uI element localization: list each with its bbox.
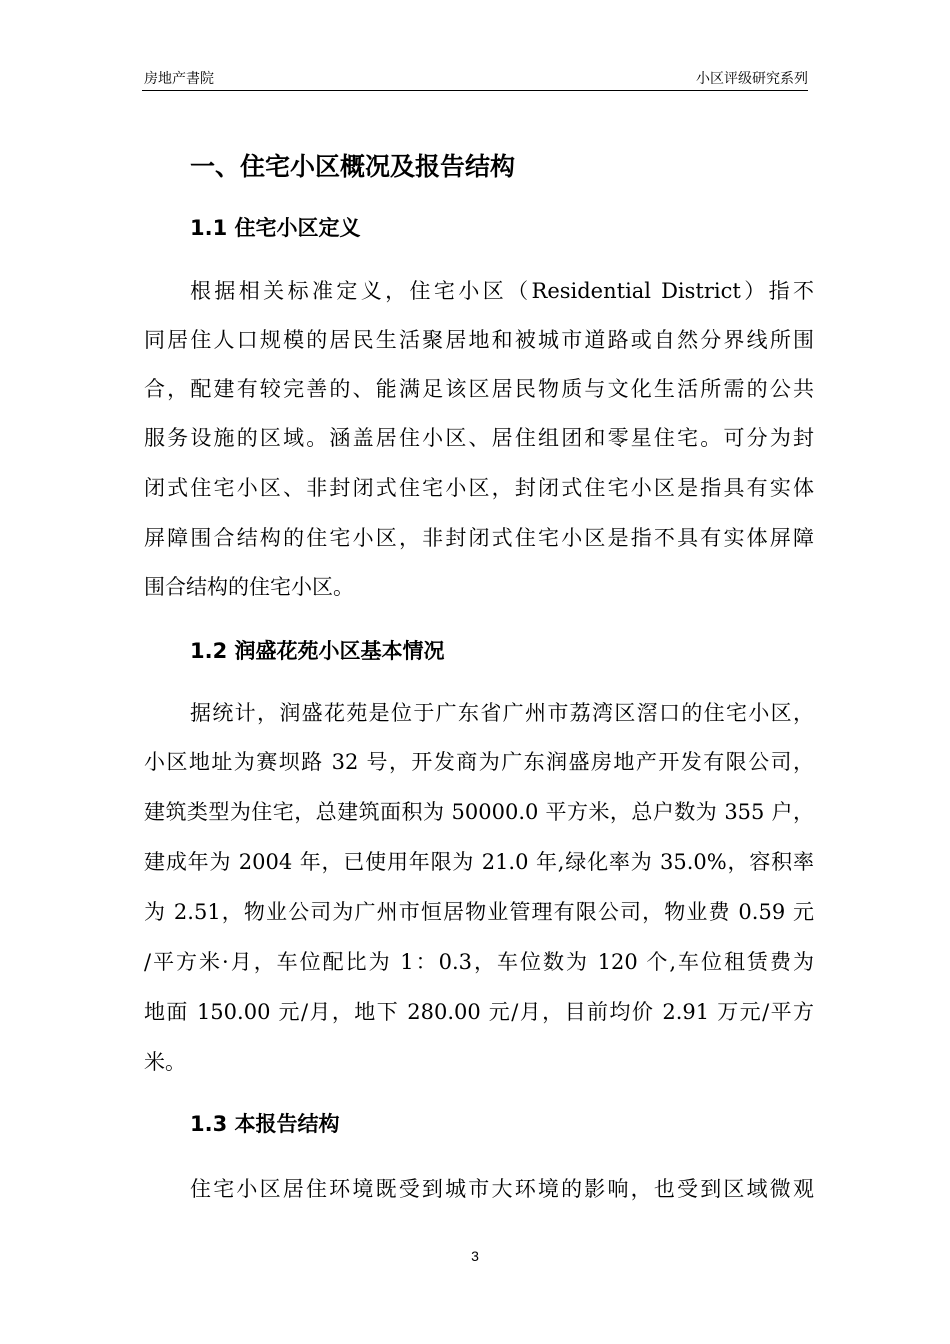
paragraph-line: 据统计，润盛花苑是位于广东省广州市荔湾区滘口的住宅小区，: [190, 701, 814, 725]
paragraph-line: 建筑类型为住宅，总建筑面积为 50000.0 平方米，总户数为 355 户，: [144, 800, 814, 824]
paragraph-line: 服务设施的区域。涵盖居住小区、居住组团和零星住宅。可分为封: [144, 426, 814, 450]
header-left: 房地产書院: [144, 70, 214, 86]
paragraph-line: 建成年为 2004 年，已使用年限为 21.0 年,绿化率为 35.0%，容积率: [144, 850, 814, 874]
section-heading-1-1: 1.1 住宅小区定义: [190, 216, 361, 240]
header-right: 小区评级研究系列: [696, 70, 808, 86]
paragraph-line: 同居住人口规模的居民生活聚居地和被城市道路或自然分界线所围: [144, 328, 814, 352]
paragraph-line: 地面 150.00 元/月，地下 280.00 元/月，目前均价 2.91 万元/平方: [144, 1000, 814, 1024]
chapter-title: 一、住宅小区概况及报告结构: [190, 152, 516, 181]
paragraph-line: 为 2.51，物业公司为广州市恒居物业管理有限公司，物业费 0.59 元: [144, 900, 814, 924]
header-divider: [142, 90, 808, 91]
paragraph-line: 合，配建有较完善的、能满足该区居民物质与文化生活所需的公共: [144, 377, 814, 401]
paragraph-line: 闭式住宅小区、非封闭式住宅小区，封闭式住宅小区是指具有实体: [144, 476, 814, 500]
paragraph-line: 住宅小区居住环境既受到城市大环境的影响，也受到区域微观: [190, 1177, 814, 1201]
paragraph-line: 屏障围合结构的住宅小区，非封闭式住宅小区是指不具有实体屏障: [144, 526, 814, 550]
paragraph-line: 米。: [144, 1050, 186, 1074]
paragraph-line: 围合结构的住宅小区。: [144, 575, 354, 599]
page-number: 3: [471, 1248, 479, 1264]
paragraph-line: /平方米·月，车位配比为 1：0.3，车位数为 120 个,车位租赁费为: [144, 950, 814, 974]
paragraph-line: 根据相关标准定义，住宅小区（Residential District）指不: [190, 279, 814, 303]
section-heading-1-3: 1.3 本报告结构: [190, 1112, 340, 1136]
paragraph-line: 小区地址为赛坝路 32 号，开发商为广东润盛房地产开发有限公司，: [144, 750, 814, 774]
section-heading-1-2: 1.2 润盛花苑小区基本情况: [190, 639, 445, 663]
